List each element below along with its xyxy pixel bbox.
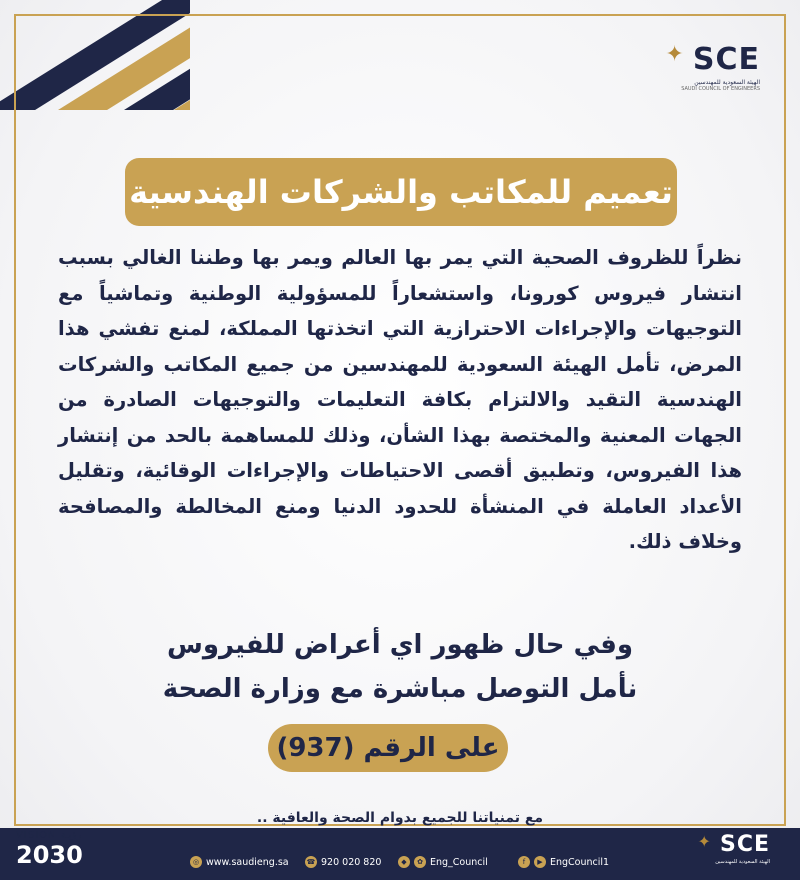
- vision-year: 2030: [16, 841, 83, 869]
- globe-icon: ◎: [190, 856, 202, 868]
- palm-swords-icon: ✦: [665, 42, 684, 67]
- phone-icon: ☎: [306, 858, 316, 866]
- phone-text: 920 020 820: [321, 856, 382, 868]
- footer-logo-arabic-name: الهيئة السعودية للمهندسين: [715, 859, 770, 865]
- vision-2030-logo: [16, 830, 83, 869]
- social-2-text: EngCouncil1: [550, 856, 610, 868]
- footer-social-1[interactable]: [398, 854, 488, 870]
- callout-line-1: وفي حال ظهور اي أعراض للفيروس: [166, 630, 634, 660]
- snapchat-icon: ◆: [398, 856, 410, 868]
- title-banner: [125, 158, 677, 226]
- palm-swords-icon: ✦: [697, 832, 711, 851]
- footer-logo-wordmark: SCE: [719, 832, 770, 857]
- facebook-icon: f: [518, 856, 530, 868]
- footer-social-2[interactable]: [518, 854, 609, 870]
- footer-phone[interactable]: [305, 854, 381, 870]
- body-paragraph: نظراً للظروف الصحية التي يمر بها العالم ويمر بها وطننا الغالي بسبب انتشار فيروس كورونا، واستشعاراً للمسؤولية الوطنية وتماشياً مع التوجيهات والإجراءات الاحترازية التي اتخذتها المملكة، لمنع تفشي هذا المرض، تأمل الهيئة السعودية للمهندسين من جميع المكاتب والشركات الهندسية التقيد والالتزام بكافة التعليمات والتوجيهات الصادرة من الجهات المعنية والمختصة بهذا الشأن، وذلك للمساهمة بالحد من إنتشار هذا الفيروس، وتطبيق أقصى الاحتياطات والإجراءات الوقائية، وتقليل الأعداد العاملة في المنشأة للحدود الدنيا ومنع المخالطة والمصافحة وخلاف ذلك.: [58, 246, 742, 553]
- circular-body: [58, 240, 742, 560]
- twitter-icon: ✿: [414, 856, 426, 868]
- corner-decoration: [0, 0, 190, 110]
- footer-website[interactable]: [190, 854, 289, 870]
- logo-english-name: SAUDI COUNCIL OF ENGINEERS: [681, 86, 760, 92]
- sce-logo-footer: [697, 832, 770, 865]
- logo-arabic-name: الهيئة السعودية للمهندسين: [694, 79, 760, 86]
- hotline-number: على الرقم (937): [276, 733, 500, 763]
- callout-line-2: نأمل التوصل مباشرة مع وزارة الصحة: [162, 674, 638, 704]
- youtube-icon: ▶: [534, 856, 546, 868]
- sce-logo: [650, 42, 760, 92]
- vision-label: VISION رؤيـة: [16, 830, 82, 841]
- website-text: www.saudieng.sa: [206, 856, 289, 868]
- logo-wordmark: SCE: [692, 42, 760, 77]
- page-title: تعميم للمكاتب والشركات الهندسية: [129, 173, 673, 211]
- closing-wishes: مع تمنياتنا للجميع بدوام الصحة والعافية ..: [256, 810, 544, 826]
- hotline-badge: [268, 724, 508, 772]
- social-1-text: Eng_Council: [430, 856, 488, 868]
